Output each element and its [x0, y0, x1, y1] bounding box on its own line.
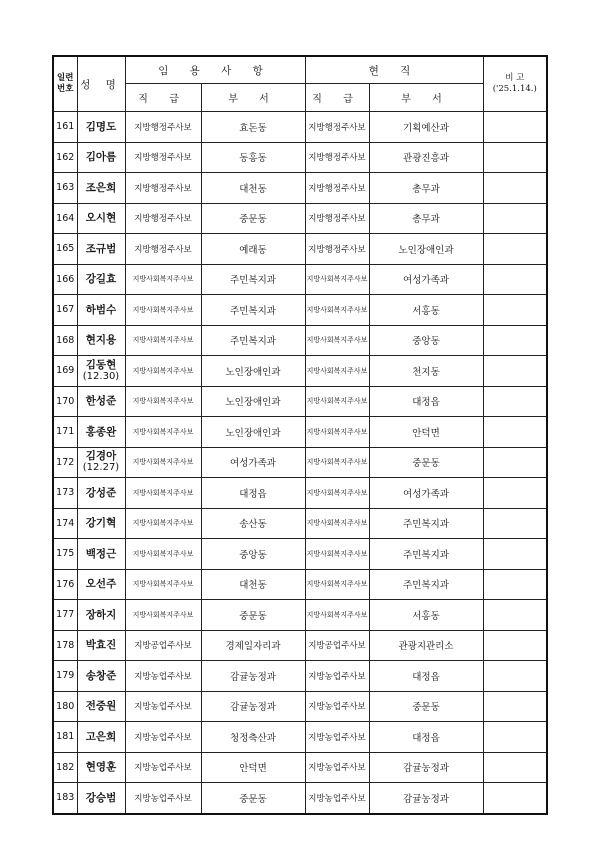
note-cell: [483, 691, 547, 722]
table-row: [53, 234, 547, 265]
current-dept-cell: 주민복지과: [369, 569, 483, 600]
person-name: 송창준: [85, 669, 117, 682]
serial-number-cell: 181: [53, 722, 77, 753]
note-cell: [483, 417, 547, 448]
current-dept-cell: 관광지관리소: [369, 630, 483, 661]
serial-number-cell: 168: [53, 325, 77, 356]
name-cell: [77, 325, 125, 356]
name-cell: [77, 173, 125, 204]
current-rank-cell: 지방사회복지주사보: [305, 600, 369, 631]
new-dept-cell: 예래동: [201, 234, 305, 265]
table-row: [53, 752, 547, 783]
appointment-group-header: 임 용 사 항: [125, 56, 305, 84]
table-row: [53, 661, 547, 692]
note-header: 비 고 ('25.1.14.): [483, 56, 547, 112]
new-rank-cell: 지방행정주사보: [125, 173, 201, 204]
new-rank-cell: 지방사회복지주사보: [125, 356, 201, 387]
person-name: 현영훈: [85, 761, 117, 774]
name-cell: [77, 783, 125, 814]
table-row: [53, 630, 547, 661]
new-dept-cell: 대천동: [201, 569, 305, 600]
current-dept-cell: 중문동: [369, 691, 483, 722]
table-row: [53, 386, 547, 417]
new-dept-cell: 여성가족과: [201, 447, 305, 478]
current-position-group-header: 현 직: [305, 56, 483, 84]
new-dept-cell: 안덕면: [201, 752, 305, 783]
name-cell: [77, 264, 125, 295]
current-rank-cell: 지방사회복지주사보: [305, 569, 369, 600]
name-header: 성 명: [77, 56, 125, 112]
name-cell: [77, 691, 125, 722]
new-dept-cell: 대정읍: [201, 478, 305, 509]
new-dept-cell: 송산동: [201, 508, 305, 539]
new-dept-cell: 효돈동: [201, 112, 305, 143]
current-dept-cell: 관광진흥과: [369, 142, 483, 173]
new-rank-cell: 지방농업주사보: [125, 691, 201, 722]
name-cell: [77, 112, 125, 143]
serial-number-cell: 161: [53, 112, 77, 143]
current-rank-cell: 지방농업주사보: [305, 722, 369, 753]
person-name: 강기혁: [85, 517, 117, 530]
current-rank-cell: 지방사회복지주사보: [305, 478, 369, 509]
note-cell: [483, 325, 547, 356]
table-row: [53, 417, 547, 448]
serial-number-cell: 170: [53, 386, 77, 417]
note-cell: [483, 783, 547, 814]
current-dept-cell: 서홍동: [369, 295, 483, 326]
new-dept-cell: 경제일자리과: [201, 630, 305, 661]
name-date-note: (12.30): [82, 370, 120, 382]
current-rank-cell: 지방사회복지주사보: [305, 325, 369, 356]
current-rank-cell: 지방사회복지주사보: [305, 417, 369, 448]
table-row: [53, 569, 547, 600]
new-dept-cell: 주민복지과: [201, 264, 305, 295]
new-dept-cell: 중문동: [201, 783, 305, 814]
note-cell: [483, 386, 547, 417]
serial-number-cell: 162: [53, 142, 77, 173]
current-rank-cell: 지방농업주사보: [305, 752, 369, 783]
current-rank-cell: 지방사회복지주사보: [305, 508, 369, 539]
new-rank-cell: 지방행정주사보: [125, 234, 201, 265]
new-rank-cell: 지방농업주사보: [125, 661, 201, 692]
serial-number-header: 일련 번호: [53, 56, 77, 112]
person-name: 강길효: [85, 273, 117, 286]
current-dept-cell: 안덕면: [369, 417, 483, 448]
note-cell: [483, 722, 547, 753]
note-cell: [483, 630, 547, 661]
note-cell: [483, 447, 547, 478]
note-cell: [483, 356, 547, 387]
person-name: 오시현: [85, 212, 117, 225]
table-row: [53, 691, 547, 722]
current-dept-cell: 중앙동: [369, 325, 483, 356]
new-rank-cell: 지방행정주사보: [125, 203, 201, 234]
note-cell: [483, 264, 547, 295]
new-dept-cell: 노인장애인과: [201, 417, 305, 448]
table-row: [53, 203, 547, 234]
table-row: [53, 325, 547, 356]
new-dept-cell: 노인장애인과: [201, 356, 305, 387]
current-rank-cell: 지방사회복지주사보: [305, 356, 369, 387]
note-cell: [483, 203, 547, 234]
serial-number-cell: 174: [53, 508, 77, 539]
current-rank-cell: 지방행정주사보: [305, 173, 369, 204]
current-rank-cell: 지방농업주사보: [305, 783, 369, 814]
note-cell: [483, 142, 547, 173]
appointment-dept-header: 부 서: [201, 84, 305, 112]
table-row: [53, 783, 547, 814]
new-dept-cell: 중앙동: [201, 539, 305, 570]
person-name: 김동현: [85, 358, 117, 371]
table-row: [53, 722, 547, 753]
note-cell: [483, 173, 547, 204]
serial-number-cell: 169: [53, 356, 77, 387]
current-dept-cell: 천지동: [369, 356, 483, 387]
person-name: 오선주: [85, 578, 117, 591]
person-name: 박효진: [85, 639, 117, 652]
new-rank-cell: 지방사회복지주사보: [125, 539, 201, 570]
serial-number-cell: 166: [53, 264, 77, 295]
serial-number-cell: 173: [53, 478, 77, 509]
new-rank-cell: 지방사회복지주사보: [125, 295, 201, 326]
serial-number-cell: 164: [53, 203, 77, 234]
new-dept-cell: 주민복지과: [201, 325, 305, 356]
person-name: 강승범: [85, 791, 117, 804]
name-date-note: (12.27): [82, 462, 120, 474]
table-row: [53, 447, 547, 478]
name-cell: [77, 600, 125, 631]
name-cell: [77, 752, 125, 783]
new-dept-cell: 동홍동: [201, 142, 305, 173]
new-dept-cell: 청정축산과: [201, 722, 305, 753]
new-dept-cell: 노인장애인과: [201, 386, 305, 417]
note-cell: [483, 508, 547, 539]
current-rank-cell: 지방사회복지주사보: [305, 447, 369, 478]
person-name: 전중원: [85, 700, 117, 713]
new-rank-cell: 지방공업주사보: [125, 630, 201, 661]
new-rank-cell: 지방농업주사보: [125, 783, 201, 814]
table-row: [53, 508, 547, 539]
note-cell: [483, 600, 547, 631]
person-name: 김경아: [85, 450, 117, 463]
note-cell: [483, 569, 547, 600]
table-row: [53, 600, 547, 631]
current-dept-cell: 대정읍: [369, 661, 483, 692]
current-dept-cell: 대정읍: [369, 386, 483, 417]
new-rank-cell: 지방사회복지주사보: [125, 569, 201, 600]
current-dept-cell: 서홍동: [369, 600, 483, 631]
name-cell: [77, 478, 125, 509]
current-dept-cell: 여성가족과: [369, 478, 483, 509]
current-rank-cell: 지방행정주사보: [305, 112, 369, 143]
table-row: [53, 142, 547, 173]
serial-number-cell: 180: [53, 691, 77, 722]
new-rank-cell: 지방사회복지주사보: [125, 386, 201, 417]
current-dept-header: 부 서: [369, 84, 483, 112]
new-rank-cell: 지방행정주사보: [125, 112, 201, 143]
current-dept-cell: 총무과: [369, 203, 483, 234]
current-rank-cell: 지방사회복지주사보: [305, 386, 369, 417]
new-rank-cell: 지방농업주사보: [125, 722, 201, 753]
name-cell: [77, 722, 125, 753]
new-dept-cell: 중문동: [201, 203, 305, 234]
name-cell: [77, 539, 125, 570]
current-rank-cell: 지방사회복지주사보: [305, 295, 369, 326]
new-dept-cell: 주민복지과: [201, 295, 305, 326]
current-dept-cell: 여성가족과: [369, 264, 483, 295]
note-cell: [483, 234, 547, 265]
new-rank-cell: 지방사회복지주사보: [125, 508, 201, 539]
person-name: 한성준: [85, 395, 117, 408]
serial-number-cell: 172: [53, 447, 77, 478]
serial-number-cell: 165: [53, 234, 77, 265]
person-name: 현지용: [85, 334, 117, 347]
current-rank-cell: 지방공업주사보: [305, 630, 369, 661]
name-cell: [77, 447, 125, 478]
person-name: 김아름: [85, 151, 117, 164]
name-cell: [77, 386, 125, 417]
new-dept-cell: 감귤농정과: [201, 661, 305, 692]
current-rank-header: 직 급: [305, 84, 369, 112]
serial-number-cell: 176: [53, 569, 77, 600]
current-rank-cell: 지방사회복지주사보: [305, 264, 369, 295]
serial-number-cell: 171: [53, 417, 77, 448]
note-cell: [483, 295, 547, 326]
person-name: 홍종완: [85, 425, 117, 438]
current-dept-cell: 총무과: [369, 173, 483, 204]
name-cell: [77, 203, 125, 234]
appointment-rank-header: 직 급: [125, 84, 201, 112]
serial-number-cell: 179: [53, 661, 77, 692]
new-rank-cell: 지방사회복지주사보: [125, 600, 201, 631]
table-row: [53, 539, 547, 570]
new-rank-cell: 지방사회복지주사보: [125, 417, 201, 448]
serial-number-cell: 177: [53, 600, 77, 631]
new-rank-cell: 지방사회복지주사보: [125, 325, 201, 356]
person-name: 강성준: [85, 486, 117, 499]
note-cell: [483, 752, 547, 783]
serial-number-cell: 183: [53, 783, 77, 814]
new-dept-cell: 감귤농정과: [201, 691, 305, 722]
table-row: [53, 356, 547, 387]
current-rank-cell: 지방행정주사보: [305, 234, 369, 265]
name-cell: [77, 569, 125, 600]
new-rank-cell: 지방사회복지주사보: [125, 478, 201, 509]
new-dept-cell: 중문동: [201, 600, 305, 631]
current-dept-cell: 감귤농정과: [369, 783, 483, 814]
current-rank-cell: 지방행정주사보: [305, 203, 369, 234]
appointment-table: [52, 55, 548, 815]
note-cell: [483, 539, 547, 570]
name-cell: [77, 234, 125, 265]
current-dept-cell: 노인장애인과: [369, 234, 483, 265]
current-rank-cell: 지방농업주사보: [305, 691, 369, 722]
name-cell: [77, 356, 125, 387]
person-name: 백정근: [85, 547, 117, 560]
current-dept-cell: 주민복지과: [369, 539, 483, 570]
current-rank-cell: 지방사회복지주사보: [305, 539, 369, 570]
new-rank-cell: 지방사회복지주사보: [125, 447, 201, 478]
name-cell: [77, 295, 125, 326]
current-rank-cell: 지방행정주사보: [305, 142, 369, 173]
name-cell: [77, 417, 125, 448]
note-cell: [483, 112, 547, 143]
name-cell: [77, 142, 125, 173]
name-cell: [77, 661, 125, 692]
person-name: 조은희: [85, 181, 117, 194]
person-name: 고은희: [85, 730, 117, 743]
note-cell: [483, 661, 547, 692]
table-row: [53, 478, 547, 509]
table-row: [53, 264, 547, 295]
current-rank-cell: 지방농업주사보: [305, 661, 369, 692]
serial-number-cell: 163: [53, 173, 77, 204]
new-rank-cell: 지방농업주사보: [125, 752, 201, 783]
person-name: 조규범: [85, 242, 117, 255]
new-rank-cell: 지방행정주사보: [125, 142, 201, 173]
table-row: [53, 112, 547, 143]
table-row: [53, 173, 547, 204]
serial-number-cell: 175: [53, 539, 77, 570]
name-cell: [77, 508, 125, 539]
current-dept-cell: 대정읍: [369, 722, 483, 753]
note-cell: [483, 478, 547, 509]
new-dept-cell: 대천동: [201, 173, 305, 204]
serial-number-cell: 182: [53, 752, 77, 783]
current-dept-cell: 주민복지과: [369, 508, 483, 539]
new-rank-cell: 지방사회복지주사보: [125, 264, 201, 295]
name-cell: [77, 630, 125, 661]
person-name: 장하지: [85, 608, 117, 621]
table-row: [53, 295, 547, 326]
serial-number-cell: 178: [53, 630, 77, 661]
current-dept-cell: 감귤농정과: [369, 752, 483, 783]
person-name: 하범수: [85, 303, 117, 316]
serial-number-cell: 167: [53, 295, 77, 326]
current-dept-cell: 중문동: [369, 447, 483, 478]
current-dept-cell: 기획예산과: [369, 112, 483, 143]
person-name: 김명도: [85, 120, 117, 133]
